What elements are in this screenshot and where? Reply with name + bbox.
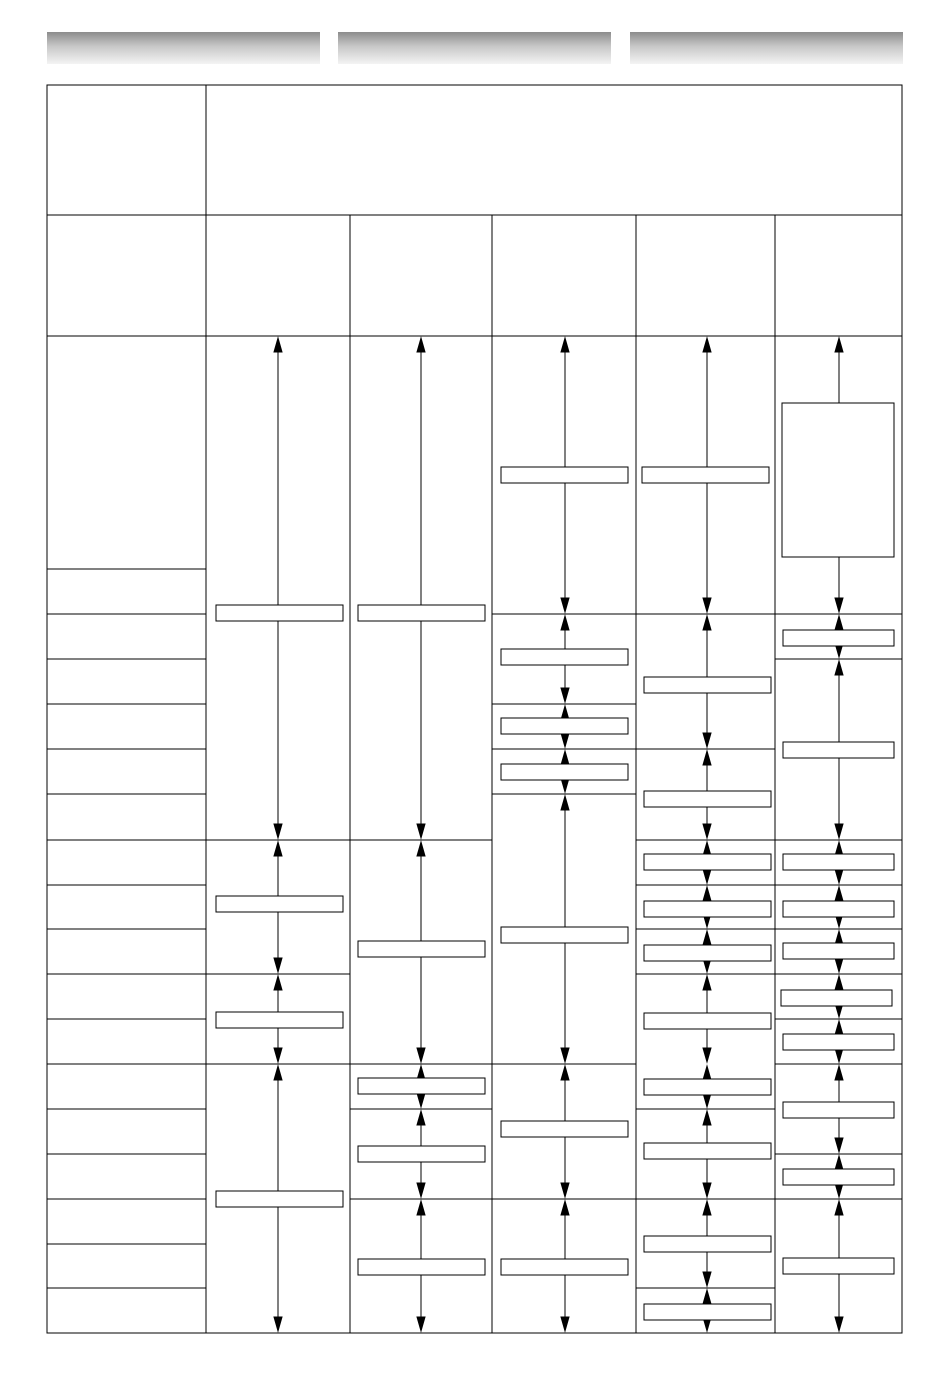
label-box	[501, 1121, 628, 1137]
arrow-head-up	[703, 338, 711, 352]
label-box	[216, 1012, 343, 1028]
arrow-head-up	[703, 976, 711, 990]
arrow-head-down	[561, 1048, 569, 1062]
arrow-head-up	[561, 751, 569, 765]
label-box	[358, 1259, 485, 1275]
arrow-head-up	[703, 1290, 711, 1304]
arrow-head-down	[561, 1183, 569, 1197]
arrow-head-down	[561, 598, 569, 612]
arrow-head-down	[561, 688, 569, 702]
arrow-head-down	[274, 1048, 282, 1062]
arrow-head-up	[274, 976, 282, 990]
arrow-head-up	[417, 842, 425, 856]
arrow-head-down	[703, 1048, 711, 1062]
label-box	[644, 854, 771, 870]
arrow-head-down	[835, 1317, 843, 1331]
label-box	[358, 1078, 485, 1094]
arrow-head-down	[835, 824, 843, 838]
label-box	[216, 896, 343, 912]
label-box	[644, 901, 771, 917]
label-box	[501, 467, 628, 483]
arrow-head-up	[703, 616, 711, 630]
arrow-head-down	[703, 733, 711, 747]
arrow-head-up	[835, 1156, 843, 1170]
arrow-head-up	[835, 616, 843, 630]
arrow-head-down	[417, 1048, 425, 1062]
label-box	[783, 901, 894, 917]
arrow-head-up	[274, 842, 282, 856]
label-box	[644, 1013, 771, 1029]
arrow-head-up	[561, 616, 569, 630]
label-box	[501, 718, 628, 734]
arrow-head-down	[274, 1317, 282, 1331]
arrow-head-up	[561, 1201, 569, 1215]
label-box	[782, 403, 894, 557]
arrow-head-down	[835, 1138, 843, 1152]
arrow-head-up	[835, 976, 843, 990]
arrow-head-up	[835, 1066, 843, 1080]
label-box	[501, 649, 628, 665]
arrow-head-up	[703, 887, 711, 901]
label-box	[216, 605, 343, 621]
arrow-head-up	[835, 1021, 843, 1035]
arrow-head-down	[274, 958, 282, 972]
arrow-head-up	[835, 661, 843, 675]
label-box	[216, 1191, 343, 1207]
arrow-head-up	[417, 1111, 425, 1125]
label-box	[642, 467, 769, 483]
label-box	[783, 630, 894, 646]
label-box	[358, 1146, 485, 1162]
arrow-head-down	[703, 824, 711, 838]
label-box	[358, 941, 485, 957]
arrow-head-down	[703, 598, 711, 612]
arrow-head-down	[703, 1272, 711, 1286]
arrow-head-up	[835, 887, 843, 901]
arrow-head-up	[561, 1066, 569, 1080]
arrow-head-up	[561, 796, 569, 810]
label-box	[501, 764, 628, 780]
label-box	[781, 990, 892, 1006]
arrow-head-up	[703, 1201, 711, 1215]
arrow-head-down	[274, 824, 282, 838]
range-arrows	[274, 338, 843, 1331]
label-box	[644, 677, 771, 693]
arrow-head-down	[417, 824, 425, 838]
label-box	[644, 945, 771, 961]
arrow-head-up	[703, 751, 711, 765]
arrow-head-down	[835, 958, 843, 972]
label-box	[644, 1236, 771, 1252]
arrow-head-up	[274, 338, 282, 352]
arrow-head-up	[835, 1201, 843, 1215]
label-box	[783, 854, 894, 870]
label-box	[501, 927, 628, 943]
label-box	[644, 1143, 771, 1159]
arrow-head-up	[417, 338, 425, 352]
label-boxes	[216, 403, 894, 1320]
label-box	[501, 1259, 628, 1275]
arrow-head-down	[417, 1183, 425, 1197]
label-box	[783, 1102, 894, 1118]
label-box	[644, 791, 771, 807]
arrow-head-down	[417, 1093, 425, 1107]
label-box	[783, 742, 894, 758]
label-box	[644, 1304, 771, 1320]
arrow-head-down	[561, 1317, 569, 1331]
arrow-head-up	[417, 1201, 425, 1215]
arrow-head-down	[703, 1183, 711, 1197]
label-box	[644, 1079, 771, 1095]
arrow-head-down	[561, 733, 569, 747]
label-box	[358, 605, 485, 621]
label-box	[783, 1258, 894, 1274]
label-box	[783, 1169, 894, 1185]
arrow-head-up	[835, 338, 843, 352]
arrow-head-up	[703, 931, 711, 945]
arrow-head-down	[835, 869, 843, 883]
arrow-head-up	[274, 1066, 282, 1080]
label-box	[783, 1034, 894, 1050]
arrow-head-up	[703, 1111, 711, 1125]
arrow-head-down	[417, 1317, 425, 1331]
arrow-head-down	[703, 869, 711, 883]
arrow-head-down	[835, 598, 843, 612]
arrow-head-up	[703, 1066, 711, 1080]
arrow-head-up	[561, 338, 569, 352]
label-box	[783, 943, 894, 959]
